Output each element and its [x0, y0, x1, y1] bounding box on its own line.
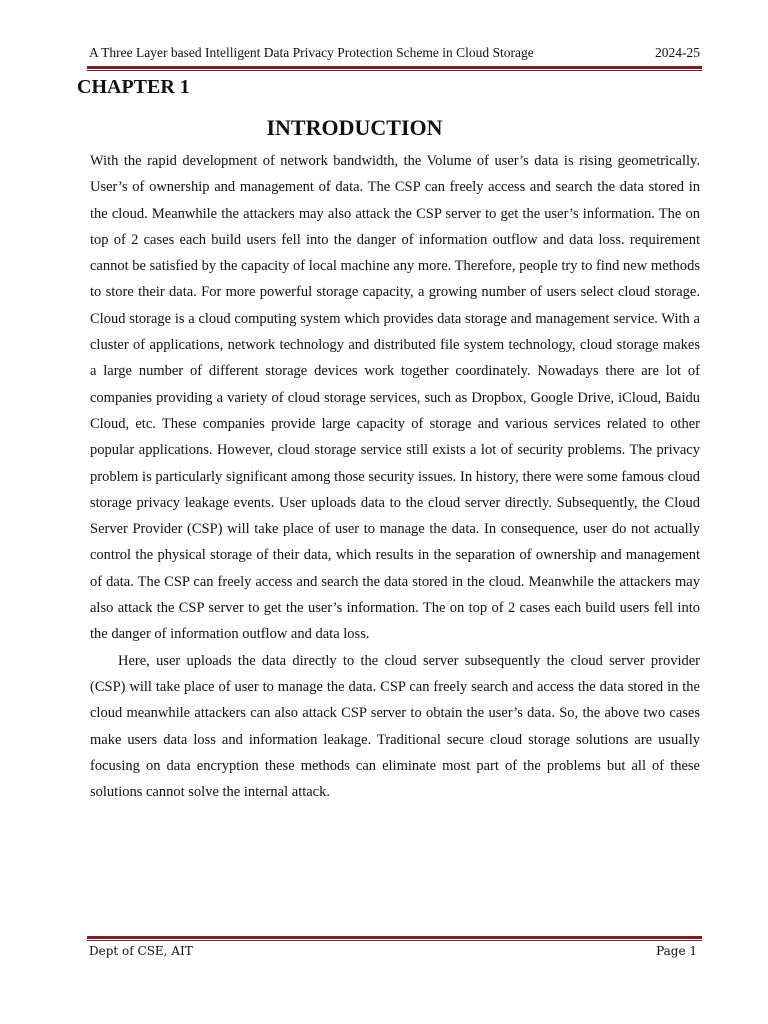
body-text	[90, 148, 700, 805]
paragraph: With the rapid development of network bandwidth, the Volume of user’s data is rising geometrically. User’s of ownership and management of data. The CSP can freely access and search the data stored in the cloud. Meanwhile the attackers may also attack the CSP server to get the user’s information. The on top of 2 cases each build users fell into the danger of information outflow and data loss. requirement cannot be satisfied by the capacity of local machine any more. Therefore, people try to find new methods to store their data. For more powerful storage capacity, a growing number of users select cloud storage. Cloud storage is a cloud computing system which provides data storage and management service. With a cluster of applications, network technology and distributed file system technology, cloud storage makes a large number of different storage devices work together coordinately. Nowadays there are lot of companies providing a variety of cloud storage services, such as Dropbox, Google Drive, iCloud, Baidu Cloud, etc. These companies provide large capacity of storage and various services related to other popular applications. However, cloud storage service still exists a lot of security problems. The privacy problem is particularly significant among those security issues. In history, there were some famous cloud storage privacy leakage events. User uploads data to the cloud server directly. Subsequently, the Cloud Server Provider (CSP) will take place of user to manage the data. In consequence, user do not actually control the physical storage of their data, which results in the separation of ownership and management of data. The CSP can freely access and search the data stored in the cloud. Meanwhile the attackers may also attack the CSP server to get the user’s information. The on top of 2 cases each build users fell into the danger of information outflow and data loss.	[90, 153, 700, 643]
page-footer	[89, 942, 697, 960]
page-number: Page 1	[656, 944, 697, 958]
footer-rule	[87, 936, 702, 941]
header-rule	[87, 66, 702, 71]
page-header	[89, 44, 700, 62]
chapter-label: CHAPTER 1	[77, 76, 190, 98]
chapter-title: INTRODUCTION	[266, 115, 443, 140]
department-label: Dept of CSE, AIT	[89, 944, 193, 958]
document-title: A Three Layer based Intelligent Data Privacy Protection Scheme in Cloud Storage	[89, 45, 534, 60]
academic-year: 2024-25	[655, 45, 700, 60]
paragraph: Here, user uploads the data directly to the cloud server subsequently the cloud server provider (CSP) will take place of user to manage the data. CSP can freely search and access the data stored in the cloud meanwhile attackers can also attack CSP server to obtain the user’s data. So, the above two cases make users data loss and information leakage. Traditional secure cloud storage solutions are usually focusing on data encryption these methods can eliminate most part of the problems but all of these solutions cannot solve the internal attack.	[90, 652, 700, 801]
